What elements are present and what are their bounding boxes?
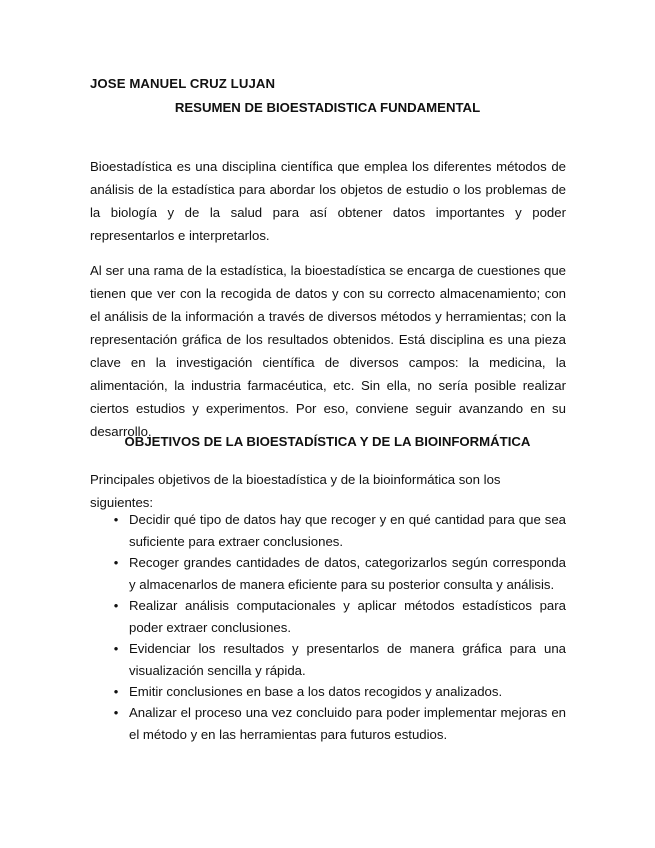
objectives-list: [90, 509, 566, 745]
paragraph-scope: Al ser una rama de la estadística, la bioestadística se encarga de cuestiones que tienen que ver con la recogida de datos y con su correcto almacenamiento; con el análisis de la información a través de diversos métodos y herramientas; con la representación gráfica de los resultados obtenidos. Está disciplina es una pieza clave en la investigación científica de diversos campos: la medicina, la alimentación, la industria farmacéutica, etc. Sin ella, no sería posible realizar ciertos estudios y experimentos. Por eso, conviene seguir avanzando en su desarrollo.: [90, 263, 566, 439]
document-title: RESUMEN DE BIOESTADISTICA FUNDAMENTAL: [174, 100, 481, 115]
bullet-icon: •: [113, 598, 119, 613]
list-item: [90, 509, 566, 553]
list-item-text: Recoger grandes cantidades de datos, categorizarlos según corresponda y almacenarlos de manera eficiente para su posterior consulta y análisis.: [129, 555, 566, 592]
bullet-icon: •: [113, 555, 119, 570]
list-item: [90, 552, 566, 596]
bullet-icon: •: [113, 684, 119, 699]
objectives-intro: Principales objetivos de la bioestadística y de la bioinformática son los siguientes:: [90, 472, 501, 510]
list-item: [90, 595, 566, 639]
section-heading-objectives: OBJETIVOS DE LA BIOESTADÍSTICA Y DE LA BIOINFORMÁTICA: [124, 434, 531, 449]
bullet-icon: •: [113, 705, 119, 720]
list-item-text: Emitir conclusiones en base a los datos recogidos y analizados.: [129, 684, 503, 699]
list-item-text: Analizar el proceso una vez concluido para poder implementar mejoras en el método y en las herramientas para futuros estudios.: [129, 705, 566, 742]
paragraph-definition: Bioestadística es una disciplina científica que emplea los diferentes métodos de análisis de la estadística para abordar los objetos de estudio o los problemas de la biología y de la salud para así obtener datos importantes y poder representarlos e interpretarlos.: [90, 159, 566, 243]
list-item: [90, 681, 566, 703]
author-name: JOSE MANUEL CRUZ LUJAN: [90, 76, 276, 91]
list-item: [90, 638, 566, 682]
list-item: [90, 702, 566, 746]
list-item-text: Decidir qué tipo de datos hay que recoger y en qué cantidad para que sea suficiente para extraer conclusiones.: [129, 512, 566, 549]
bullet-icon: •: [113, 512, 119, 527]
list-item-text: Realizar análisis computacionales y aplicar métodos estadísticos para poder extraer conclusiones.: [129, 598, 566, 635]
bullet-icon: •: [113, 641, 119, 656]
list-item-text: Evidenciar los resultados y presentarlos de manera gráfica para una visualización sencilla y rápida.: [129, 641, 566, 678]
